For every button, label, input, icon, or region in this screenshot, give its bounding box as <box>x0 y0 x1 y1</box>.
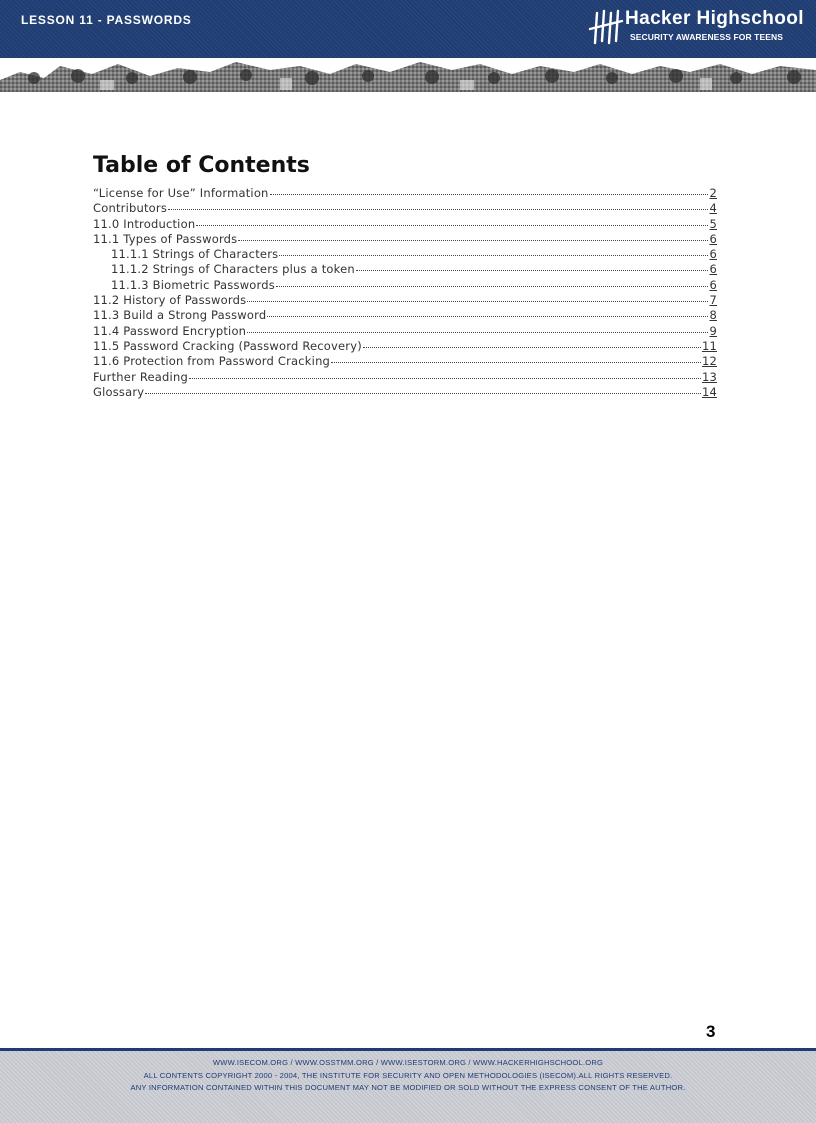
toc-entry-page[interactable]: 2 <box>709 186 717 200</box>
dot-leader <box>331 362 701 363</box>
table-of-contents <box>93 186 717 400</box>
footer-disclaimer: ANY INFORMATION CONTAINED WITHIN THIS DOCUMENT MAY NOT BE MODIFIED OR SOLD WITHOUT THE EXPRESS CONSENT OF THE AUTHOR. <box>130 1083 686 1092</box>
toc-entry-title: 11.4 Password Encryption <box>93 323 247 338</box>
dot-leader <box>189 378 701 379</box>
dot-leader <box>168 209 708 210</box>
tally-marks-icon <box>588 7 624 47</box>
toc-entry-page[interactable]: 6 <box>709 277 717 292</box>
toc-entry[interactable] <box>93 247 717 262</box>
toc-entry-title: 11.1.1 Strings of Characters <box>111 247 279 262</box>
page-number: 3 <box>706 1022 716 1041</box>
toc-entry-page[interactable]: 6 <box>709 231 717 246</box>
footer-copyright: ALL CONTENTS COPYRIGHT 2000 - 2004, THE INSTITUTE FOR SECURITY AND OPEN METHODOLOGIES (ISECOM).ALL RIGHTS RESERVED. <box>143 1071 673 1080</box>
toc-entry-page[interactable]: 13 <box>701 369 717 384</box>
toc-entry-title: 11.1.2 Strings of Characters plus a token <box>111 262 355 277</box>
dot-leader <box>276 286 709 287</box>
toc-entry[interactable] <box>93 308 717 323</box>
toc-entry-page[interactable]: 8 <box>709 308 717 323</box>
toc-entry[interactable] <box>93 354 717 369</box>
toc-entry-page[interactable]: 14 <box>701 384 717 399</box>
dot-leader <box>238 240 708 241</box>
lesson-title: LESSON 11 - PASSWORDS <box>21 13 192 27</box>
toc-entry-title: 11.5 Password Cracking (Password Recovery) <box>93 338 362 353</box>
toc-entry-page[interactable]: 9 <box>709 323 717 338</box>
toc-entry-page[interactable]: 5 <box>709 216 717 231</box>
toc-entry[interactable] <box>93 370 717 385</box>
dot-leader <box>356 270 709 271</box>
dot-leader <box>267 316 708 317</box>
toc-entry-title: 11.2 History of Passwords <box>93 293 247 308</box>
student-photo-strip <box>0 58 816 92</box>
dot-leader <box>270 194 709 195</box>
page-footer <box>0 1048 816 1123</box>
toc-entry[interactable] <box>93 278 717 293</box>
toc-entry-title: Glossary <box>93 384 145 399</box>
toc-entry-title: 11.1 Types of Passwords <box>93 231 238 246</box>
toc-entry[interactable] <box>93 201 717 216</box>
toc-entry-title: “License for Use” Information <box>93 186 269 200</box>
page-header <box>0 0 816 58</box>
toc-entry-page[interactable]: 4 <box>709 201 717 216</box>
toc-entry-title: 11.0 Introduction <box>93 216 196 231</box>
toc-entry[interactable] <box>93 186 717 201</box>
footer-websites: WWW.ISECOM.ORG / WWW.OSSTMM.ORG / WWW.ISESTORM.ORG / WWW.HACKERHIGHSCHOOL.ORG <box>212 1058 604 1067</box>
toc-entry[interactable] <box>93 217 717 232</box>
brand-tagline: SECURITY AWARENESS FOR TEENS <box>630 32 783 42</box>
toc-entry-page[interactable]: 11 <box>701 338 717 353</box>
toc-entry[interactable] <box>93 324 717 339</box>
toc-entry-title: 11.3 Build a Strong Password <box>93 308 267 323</box>
toc-entry[interactable] <box>93 232 717 247</box>
hacker-highschool-logo <box>588 7 816 51</box>
dot-leader <box>196 225 708 226</box>
toc-entry[interactable] <box>93 385 717 400</box>
dot-leader <box>279 255 708 256</box>
dot-leader <box>247 332 708 333</box>
toc-entry-page[interactable]: 6 <box>709 247 717 262</box>
toc-entry[interactable] <box>93 339 717 354</box>
toc-entry-page[interactable]: 7 <box>709 293 717 308</box>
toc-entry-title: 11.1.3 Biometric Passwords <box>111 277 275 292</box>
brand-name: Hacker Highschool <box>625 8 804 29</box>
toc-entry[interactable] <box>93 293 717 308</box>
dot-leader <box>247 301 708 302</box>
dot-leader <box>145 393 701 394</box>
dot-leader <box>363 347 701 348</box>
photo-strip-image <box>0 58 816 92</box>
toc-entry-title: Further Reading <box>93 369 188 384</box>
toc-entry-page[interactable]: 6 <box>709 262 717 277</box>
toc-entry-title: Contributors <box>93 201 168 216</box>
toc-entry-title: 11.6 Protection from Password Cracking <box>93 354 331 369</box>
toc-entry-page[interactable]: 12 <box>701 354 717 369</box>
toc-heading: Table of Contents <box>93 153 310 178</box>
toc-entry[interactable] <box>93 262 717 277</box>
